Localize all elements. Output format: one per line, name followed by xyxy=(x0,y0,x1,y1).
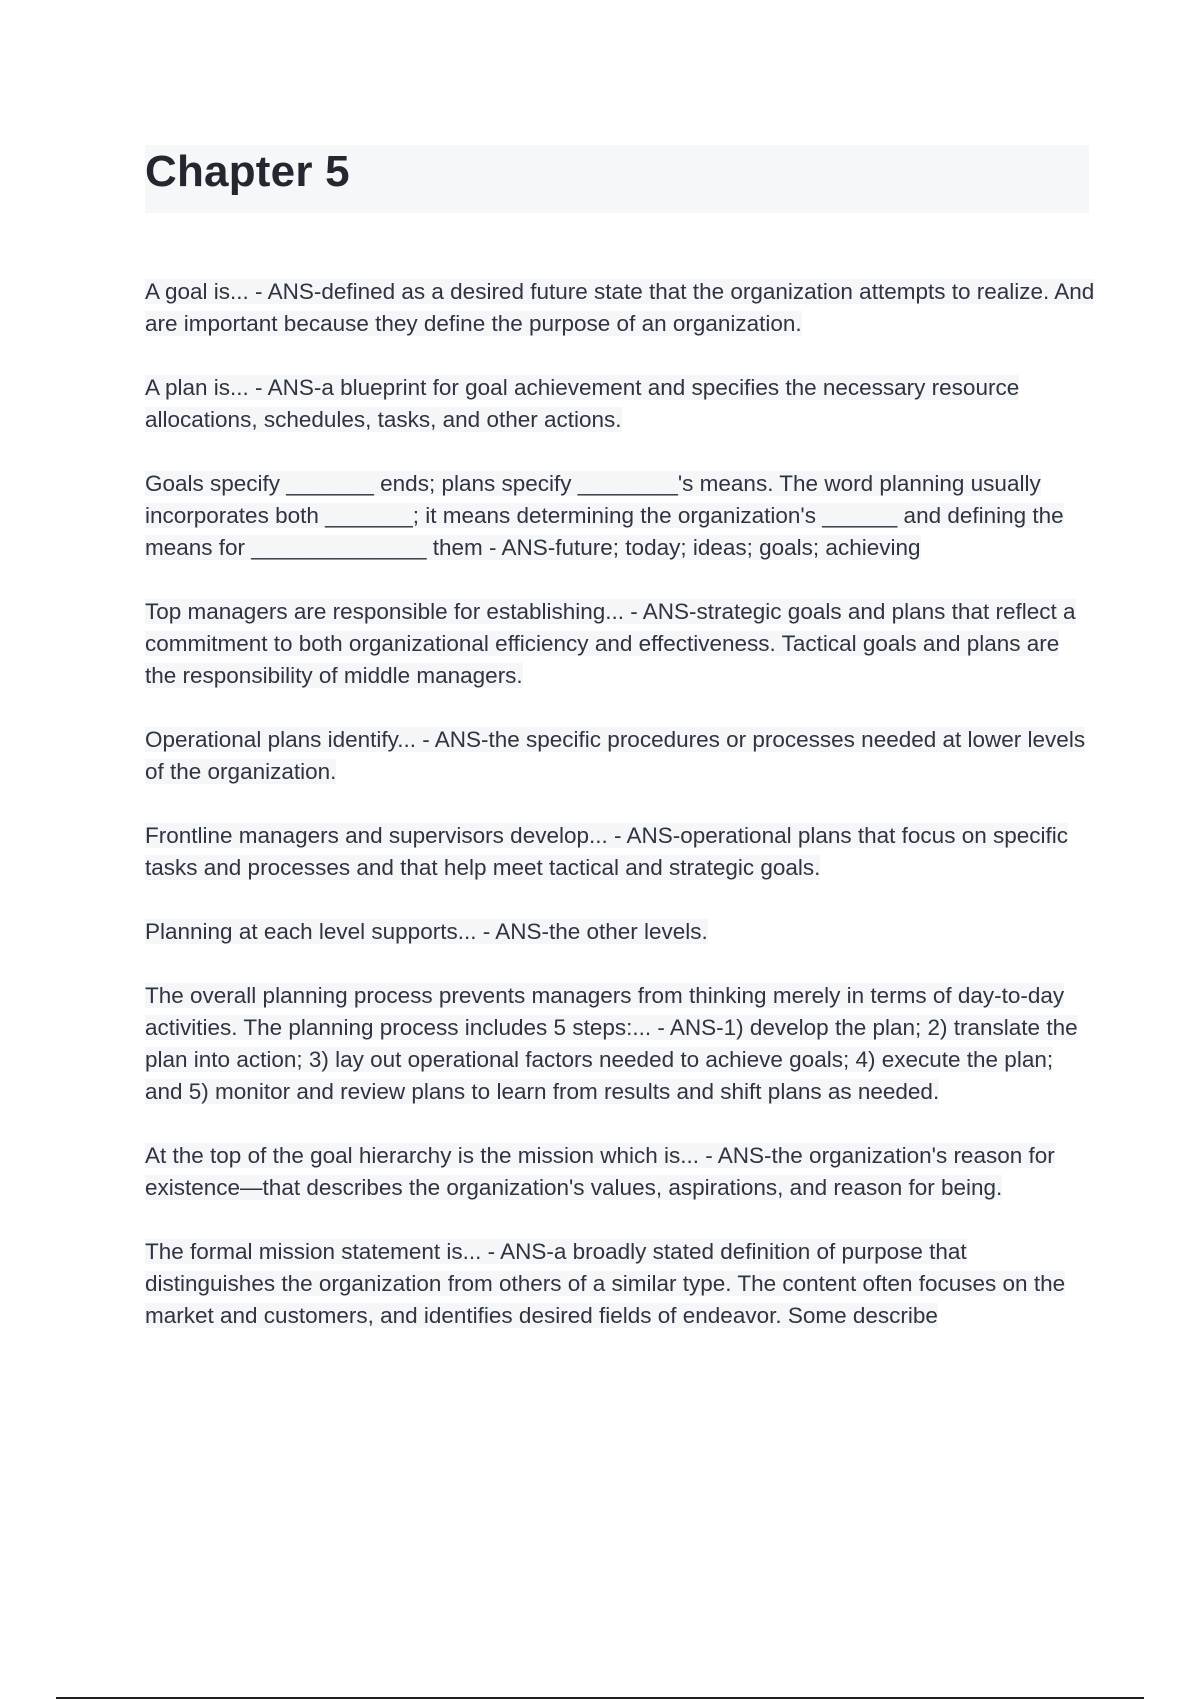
qa-text: A goal is... - ANS-defined as a desired future state that the organization attempts to realize. And are important because they define the purpose of an organization. xyxy=(145,279,1095,336)
qa-text: The overall planning process prevents managers from thinking merely in terms of day-to-day activities. The planning process includes 5 steps:... - ANS-1) develop the plan; 2) translate the plan into action; 3) lay out operational factors needed to achieve goals; 4) execute the plan; and 5) monitor and review plans to learn from results and shift plans as needed. xyxy=(145,983,1078,1104)
page-title: Chapter 5 xyxy=(145,147,350,196)
qa-text: Goals specify _______ ends; plans specify ________'s means. The word planning usually incorporates both _______; it means determining the organization's ______ and defining the means for ______________ them - ANS-future; today; ideas; goals; achieving xyxy=(145,471,1064,560)
qa-list xyxy=(145,276,1095,1364)
qa-text: Frontline managers and supervisors develop... - ANS-operational plans that focus on specific tasks and processes and that help meet tactical and strategic goals. xyxy=(145,823,1068,880)
qa-entry xyxy=(145,820,1095,884)
qa-entry xyxy=(145,1236,1095,1332)
qa-entry xyxy=(145,372,1095,436)
qa-entry xyxy=(145,596,1095,692)
qa-text: A plan is... - ANS-a blueprint for goal achievement and specifies the necessary resource allocations, schedules, tasks, and other actions. xyxy=(145,375,1020,432)
qa-text: The formal mission statement is... - ANS-a broadly stated definition of purpose that distinguishes the organization from others of a similar type. The content often focuses on the market and customers, and identifies desired fields of endeavor. Some describe xyxy=(145,1239,1066,1328)
qa-entry xyxy=(145,980,1095,1108)
qa-entry xyxy=(145,276,1095,340)
qa-text: At the top of the goal hierarchy is the mission which is... - ANS-the organization's reason for existence—that describes the organization's values, aspirations, and reason for being. xyxy=(145,1143,1055,1200)
qa-entry xyxy=(145,468,1095,564)
qa-entry xyxy=(145,916,1095,948)
qa-entry xyxy=(145,724,1095,788)
footer-divider xyxy=(56,1697,1144,1699)
qa-text: Operational plans identify... - ANS-the specific procedures or processes needed at lower levels of the organization. xyxy=(145,727,1086,784)
qa-entry xyxy=(145,1140,1095,1204)
qa-text: Planning at each level supports... - ANS-the other levels. xyxy=(145,919,708,944)
qa-text: Top managers are responsible for establishing... - ANS-strategic goals and plans that reflect a commitment to both organizational efficiency and effectiveness. Tactical goals and plans are the responsibility of middle managers. xyxy=(145,599,1076,688)
